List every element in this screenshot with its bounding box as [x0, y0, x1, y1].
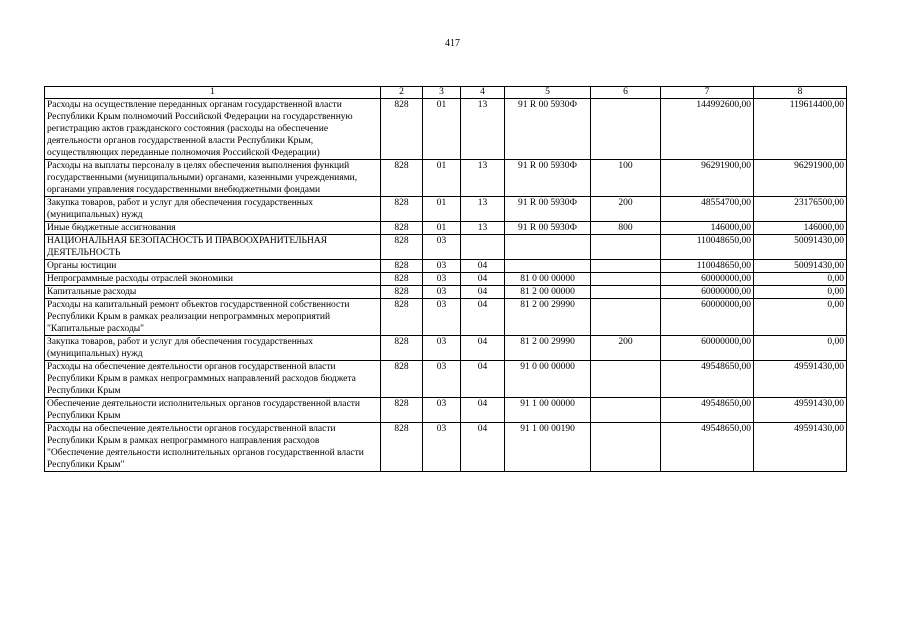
amount-col8-cell: 119614400,00 — [754, 99, 847, 160]
amount-col8-cell: 49591430,00 — [754, 398, 847, 423]
amount-col7-cell: 146000,00 — [661, 222, 754, 235]
subsection-code-cell — [461, 235, 505, 260]
expense-name-cell: Расходы на обеспечение деятельности органов государственной власти Республики Крым в рамках непрограммного направления расходов "Обеспечение деятельности исполнительных органов государственной власти Республики Крым" — [45, 423, 381, 472]
expense-type-cell: 100 — [591, 160, 661, 197]
table-row — [45, 336, 847, 361]
budget-table-body — [45, 99, 847, 472]
subsection-code-cell: 04 — [461, 423, 505, 472]
amount-col7-cell: 60000000,00 — [661, 299, 754, 336]
budget-table — [44, 86, 847, 472]
section-code-cell: 01 — [423, 99, 461, 160]
expense-name-cell: Закупка товаров, работ и услуг для обеспечения государственных (муниципальных) нужд — [45, 197, 381, 222]
section-code-cell: 03 — [423, 286, 461, 299]
amount-col7-cell: 60000000,00 — [661, 286, 754, 299]
column-header: 1 — [45, 87, 381, 99]
target-article-cell: 91 R 00 5930Ф — [505, 99, 591, 160]
amount-col8-cell: 96291900,00 — [754, 160, 847, 197]
amount-col7-cell: 110048650,00 — [661, 260, 754, 273]
amount-col8-cell: 50091430,00 — [754, 260, 847, 273]
table-row — [45, 260, 847, 273]
expense-name-cell: Обеспечение деятельности исполнительных органов государственной власти Республики Крым — [45, 398, 381, 423]
table-row — [45, 197, 847, 222]
subsection-code-cell: 04 — [461, 260, 505, 273]
column-header: 6 — [591, 87, 661, 99]
column-number-row — [45, 87, 847, 99]
subsection-code-cell: 13 — [461, 160, 505, 197]
target-article-cell: 81 0 00 00000 — [505, 273, 591, 286]
expense-name-cell: Расходы на выплаты персоналу в целях обеспечения выполнения функций государственными (муниципальными) органами, казенными учреждениями, органами управления государственными внебюджетными фондами — [45, 160, 381, 197]
table-row — [45, 99, 847, 160]
column-header: 5 — [505, 87, 591, 99]
expense-name-cell: НАЦИОНАЛЬНАЯ БЕЗОПАСНОСТЬ И ПРАВООХРАНИТЕЛЬНАЯ ДЕЯТЕЛЬНОСТЬ — [45, 235, 381, 260]
ministry-code-cell: 828 — [381, 398, 423, 423]
section-code-cell: 03 — [423, 235, 461, 260]
ministry-code-cell: 828 — [381, 299, 423, 336]
amount-col7-cell: 144992600,00 — [661, 99, 754, 160]
target-article-cell: 81 2 00 29990 — [505, 299, 591, 336]
expense-type-cell — [591, 286, 661, 299]
section-code-cell: 01 — [423, 197, 461, 222]
amount-col7-cell: 48554700,00 — [661, 197, 754, 222]
target-article-cell: 91 1 00 00190 — [505, 423, 591, 472]
table-row — [45, 273, 847, 286]
expense-type-cell: 800 — [591, 222, 661, 235]
target-article-cell — [505, 260, 591, 273]
target-article-cell: 91 R 00 5930Ф — [505, 197, 591, 222]
section-code-cell: 03 — [423, 273, 461, 286]
table-row — [45, 361, 847, 398]
column-header: 8 — [754, 87, 847, 99]
ministry-code-cell: 828 — [381, 286, 423, 299]
amount-col7-cell: 60000000,00 — [661, 273, 754, 286]
expense-type-cell — [591, 299, 661, 336]
expense-type-cell — [591, 273, 661, 286]
ministry-code-cell: 828 — [381, 197, 423, 222]
ministry-code-cell: 828 — [381, 260, 423, 273]
table-row — [45, 286, 847, 299]
expense-name-cell: Органы юстиции — [45, 260, 381, 273]
column-header: 4 — [461, 87, 505, 99]
subsection-code-cell: 04 — [461, 273, 505, 286]
expense-type-cell — [591, 361, 661, 398]
target-article-cell: 91 0 00 00000 — [505, 361, 591, 398]
amount-col7-cell: 60000000,00 — [661, 336, 754, 361]
section-code-cell: 01 — [423, 222, 461, 235]
ministry-code-cell: 828 — [381, 160, 423, 197]
target-article-cell: 91 R 00 5930Ф — [505, 160, 591, 197]
expense-name-cell: Закупка товаров, работ и услуг для обеспечения государственных (муниципальных) нужд — [45, 336, 381, 361]
ministry-code-cell: 828 — [381, 99, 423, 160]
expense-name-cell: Непрограммные расходы отраслей экономики — [45, 273, 381, 286]
expense-name-cell: Расходы на капитальный ремонт объектов государственной собственности Республики Крым в рамках реализации непрограммных мероприятий "Капитальные расходы" — [45, 299, 381, 336]
table-row — [45, 299, 847, 336]
expense-type-cell — [591, 260, 661, 273]
expense-type-cell — [591, 235, 661, 260]
ministry-code-cell: 828 — [381, 222, 423, 235]
section-code-cell: 03 — [423, 361, 461, 398]
table-row — [45, 160, 847, 197]
amount-col8-cell: 50091430,00 — [754, 235, 847, 260]
column-header: 3 — [423, 87, 461, 99]
amount-col8-cell: 0,00 — [754, 286, 847, 299]
expense-type-cell: 200 — [591, 197, 661, 222]
ministry-code-cell: 828 — [381, 235, 423, 260]
table-row — [45, 235, 847, 260]
subsection-code-cell: 04 — [461, 336, 505, 361]
section-code-cell: 03 — [423, 299, 461, 336]
section-code-cell: 03 — [423, 423, 461, 472]
subsection-code-cell: 04 — [461, 398, 505, 423]
subsection-code-cell: 13 — [461, 222, 505, 235]
amount-col8-cell: 0,00 — [754, 273, 847, 286]
table-row — [45, 398, 847, 423]
page-number: 417 — [445, 38, 460, 49]
subsection-code-cell: 13 — [461, 99, 505, 160]
amount-col8-cell: 0,00 — [754, 299, 847, 336]
subsection-code-cell: 04 — [461, 286, 505, 299]
expense-type-cell — [591, 99, 661, 160]
ministry-code-cell: 828 — [381, 423, 423, 472]
amount-col7-cell: 49548650,00 — [661, 398, 754, 423]
expense-name-cell: Расходы на осуществление переданных органам государственной власти Республики Крым полномочий Российской Федерации на государственную регистрацию актов гражданского состояния (расходы на обеспечение деятельности органов государственной власти Республики Крым, осуществляющих переданные полномочия Российской Федерации) — [45, 99, 381, 160]
amount-col7-cell: 49548650,00 — [661, 423, 754, 472]
section-code-cell: 03 — [423, 336, 461, 361]
expense-name-cell: Капитальные расходы — [45, 286, 381, 299]
subsection-code-cell: 04 — [461, 299, 505, 336]
expense-type-cell: 200 — [591, 336, 661, 361]
column-header: 7 — [661, 87, 754, 99]
amount-col8-cell: 49591430,00 — [754, 423, 847, 472]
target-article-cell — [505, 235, 591, 260]
amount-col7-cell: 110048650,00 — [661, 235, 754, 260]
section-code-cell: 01 — [423, 160, 461, 197]
amount-col8-cell: 49591430,00 — [754, 361, 847, 398]
amount-col7-cell: 96291900,00 — [661, 160, 754, 197]
table-row — [45, 423, 847, 472]
section-code-cell: 03 — [423, 260, 461, 273]
amount-col8-cell: 0,00 — [754, 336, 847, 361]
target-article-cell: 81 2 00 29990 — [505, 336, 591, 361]
section-code-cell: 03 — [423, 398, 461, 423]
target-article-cell: 81 2 00 00000 — [505, 286, 591, 299]
amount-col8-cell: 146000,00 — [754, 222, 847, 235]
ministry-code-cell: 828 — [381, 361, 423, 398]
table-row — [45, 222, 847, 235]
expense-type-cell — [591, 423, 661, 472]
amount-col8-cell: 23176500,00 — [754, 197, 847, 222]
expense-type-cell — [591, 398, 661, 423]
expense-name-cell: Иные бюджетные ассигнования — [45, 222, 381, 235]
subsection-code-cell: 13 — [461, 197, 505, 222]
ministry-code-cell: 828 — [381, 336, 423, 361]
target-article-cell: 91 1 00 00000 — [505, 398, 591, 423]
column-header: 2 — [381, 87, 423, 99]
ministry-code-cell: 828 — [381, 273, 423, 286]
expense-name-cell: Расходы на обеспечение деятельности органов государственной власти Республики Крым в рамках непрограммных направлений расходов бюджета Республики Крым — [45, 361, 381, 398]
amount-col7-cell: 49548650,00 — [661, 361, 754, 398]
subsection-code-cell: 04 — [461, 361, 505, 398]
target-article-cell: 91 R 00 5930Ф — [505, 222, 591, 235]
